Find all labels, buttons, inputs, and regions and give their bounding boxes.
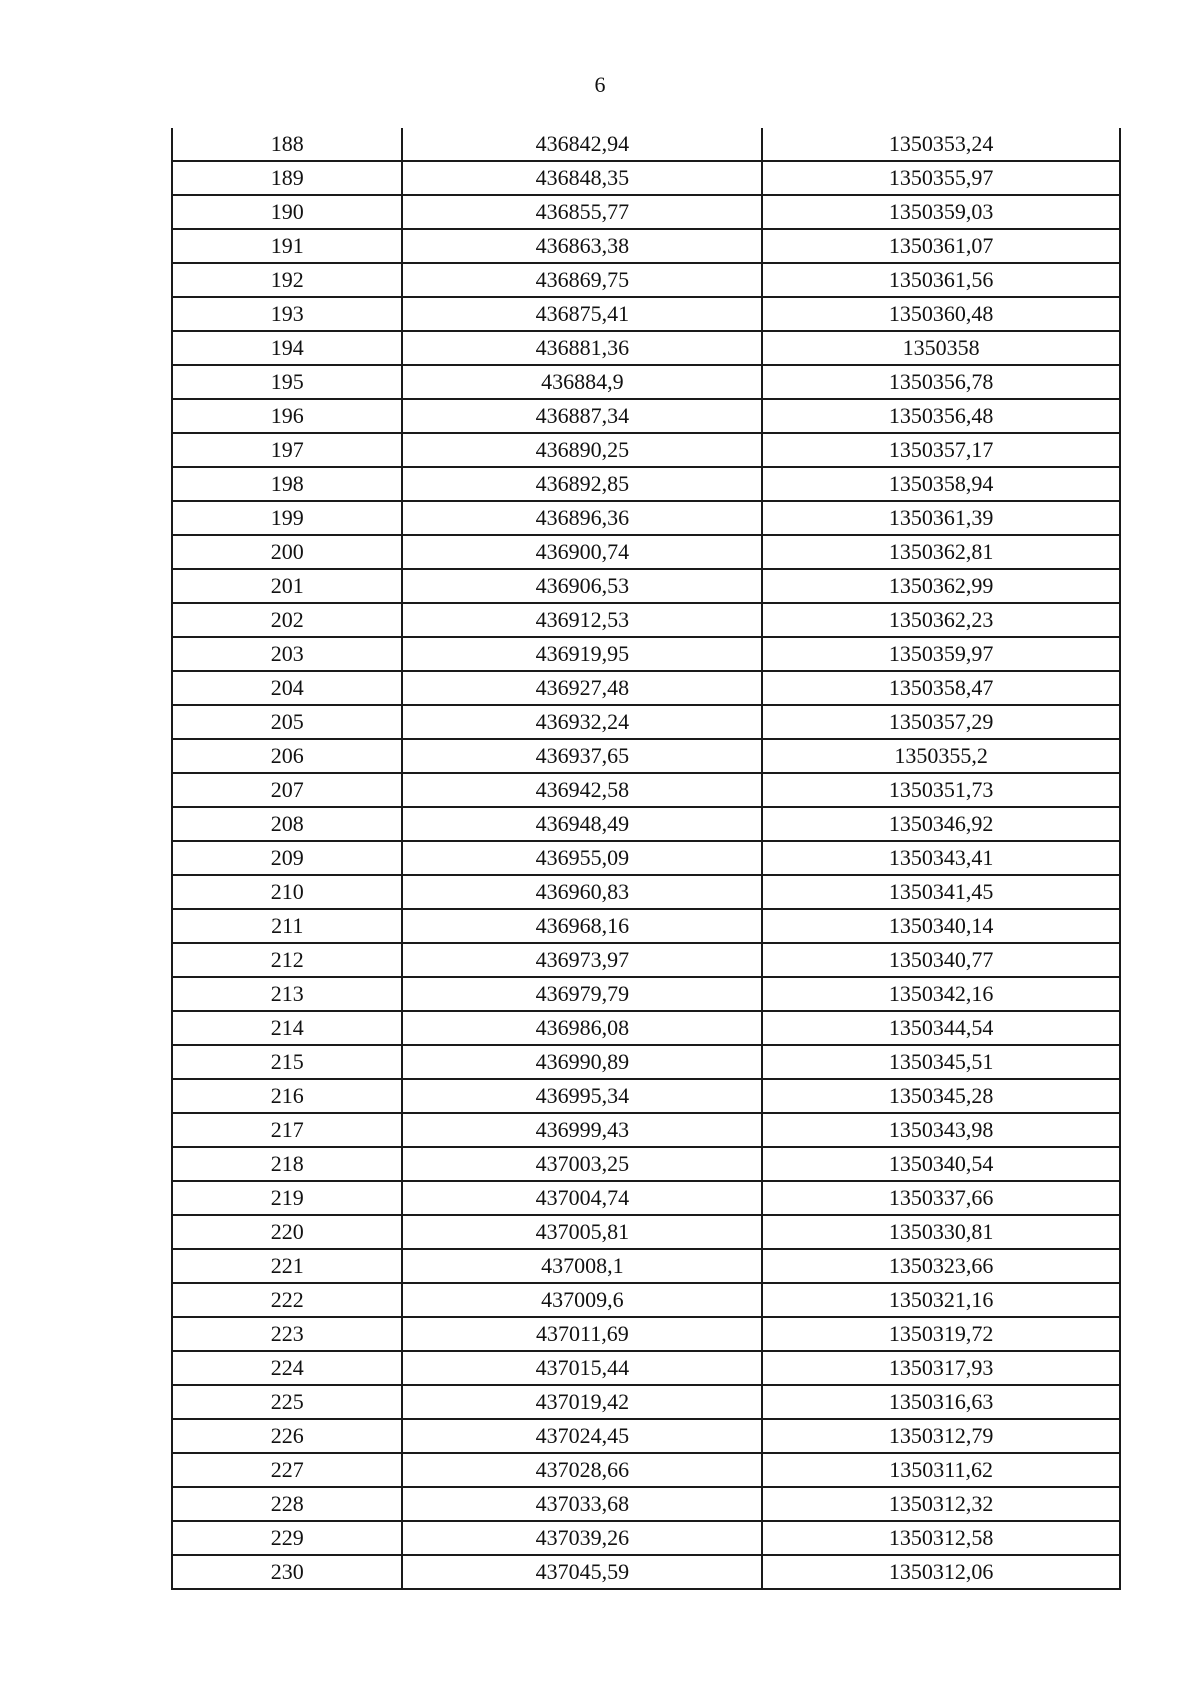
y-coordinate-cell: 1350341,45 — [762, 875, 1120, 909]
point-number-cell: 198 — [172, 467, 402, 501]
x-coordinate-cell: 436948,49 — [402, 807, 762, 841]
point-number-cell: 210 — [172, 875, 402, 909]
x-coordinate-cell: 436890,25 — [402, 433, 762, 467]
y-coordinate-cell: 1350340,54 — [762, 1147, 1120, 1181]
y-coordinate-cell: 1350362,99 — [762, 569, 1120, 603]
table-row — [172, 1385, 1120, 1419]
x-coordinate-cell: 436968,16 — [402, 909, 762, 943]
x-coordinate-cell: 437011,69 — [402, 1317, 762, 1351]
y-coordinate-cell: 1350342,16 — [762, 977, 1120, 1011]
table-row — [172, 331, 1120, 365]
y-coordinate-cell: 1350343,41 — [762, 841, 1120, 875]
point-number-cell: 196 — [172, 399, 402, 433]
point-number-cell: 221 — [172, 1249, 402, 1283]
y-coordinate-cell: 1350321,16 — [762, 1283, 1120, 1317]
point-number-cell: 199 — [172, 501, 402, 535]
x-coordinate-cell: 436887,34 — [402, 399, 762, 433]
y-coordinate-cell: 1350358,47 — [762, 671, 1120, 705]
x-coordinate-cell: 436892,85 — [402, 467, 762, 501]
y-coordinate-cell: 1350312,32 — [762, 1487, 1120, 1521]
point-number-cell: 200 — [172, 535, 402, 569]
table-row — [172, 705, 1120, 739]
point-number-cell: 215 — [172, 1045, 402, 1079]
point-number-cell: 192 — [172, 263, 402, 297]
table-row — [172, 773, 1120, 807]
y-coordinate-cell: 1350355,2 — [762, 739, 1120, 773]
x-coordinate-cell: 436842,94 — [402, 128, 762, 161]
y-coordinate-cell: 1350351,73 — [762, 773, 1120, 807]
table-row — [172, 1453, 1120, 1487]
x-coordinate-cell: 436875,41 — [402, 297, 762, 331]
y-coordinate-cell: 1350330,81 — [762, 1215, 1120, 1249]
table-row — [172, 1419, 1120, 1453]
y-coordinate-cell: 1350323,66 — [762, 1249, 1120, 1283]
x-coordinate-cell: 436884,9 — [402, 365, 762, 399]
x-coordinate-cell: 436986,08 — [402, 1011, 762, 1045]
point-number-cell: 197 — [172, 433, 402, 467]
point-number-cell: 219 — [172, 1181, 402, 1215]
table-row — [172, 161, 1120, 195]
y-coordinate-cell: 1350345,28 — [762, 1079, 1120, 1113]
table-row — [172, 1011, 1120, 1045]
point-number-cell: 227 — [172, 1453, 402, 1487]
table-row — [172, 263, 1120, 297]
coordinates-table — [171, 128, 1121, 1590]
point-number-cell: 191 — [172, 229, 402, 263]
point-number-cell: 208 — [172, 807, 402, 841]
x-coordinate-cell: 437009,6 — [402, 1283, 762, 1317]
y-coordinate-cell: 1350361,39 — [762, 501, 1120, 535]
x-coordinate-cell: 437015,44 — [402, 1351, 762, 1385]
point-number-cell: 220 — [172, 1215, 402, 1249]
table-row — [172, 569, 1120, 603]
point-number-cell: 213 — [172, 977, 402, 1011]
table-row — [172, 739, 1120, 773]
table-row — [172, 1555, 1120, 1589]
point-number-cell: 188 — [172, 128, 402, 161]
table-row — [172, 1351, 1120, 1385]
x-coordinate-cell: 436912,53 — [402, 603, 762, 637]
page-number: 6 — [594, 72, 606, 97]
y-coordinate-cell: 1350340,77 — [762, 943, 1120, 977]
x-coordinate-cell: 436973,97 — [402, 943, 762, 977]
coordinates-table-body — [172, 128, 1120, 1589]
x-coordinate-cell: 436979,79 — [402, 977, 762, 1011]
table-row — [172, 365, 1120, 399]
table-row — [172, 943, 1120, 977]
point-number-cell: 214 — [172, 1011, 402, 1045]
point-number-cell: 205 — [172, 705, 402, 739]
y-coordinate-cell: 1350358,94 — [762, 467, 1120, 501]
y-coordinate-cell: 1350317,93 — [762, 1351, 1120, 1385]
x-coordinate-cell: 436855,77 — [402, 195, 762, 229]
table-row — [172, 535, 1120, 569]
y-coordinate-cell: 1350361,07 — [762, 229, 1120, 263]
table-row — [172, 1487, 1120, 1521]
table-row — [172, 399, 1120, 433]
point-number-cell: 223 — [172, 1317, 402, 1351]
y-coordinate-cell: 1350337,66 — [762, 1181, 1120, 1215]
table-row — [172, 297, 1120, 331]
table-row — [172, 1147, 1120, 1181]
x-coordinate-cell: 437003,25 — [402, 1147, 762, 1181]
point-number-cell: 212 — [172, 943, 402, 977]
x-coordinate-cell: 436927,48 — [402, 671, 762, 705]
x-coordinate-cell: 436995,34 — [402, 1079, 762, 1113]
x-coordinate-cell: 437019,42 — [402, 1385, 762, 1419]
y-coordinate-cell: 1350358 — [762, 331, 1120, 365]
table-row — [172, 1317, 1120, 1351]
table-row — [172, 1113, 1120, 1147]
point-number-cell: 195 — [172, 365, 402, 399]
point-number-cell: 202 — [172, 603, 402, 637]
table-row — [172, 1215, 1120, 1249]
x-coordinate-cell: 437039,26 — [402, 1521, 762, 1555]
point-number-cell: 203 — [172, 637, 402, 671]
y-coordinate-cell: 1350344,54 — [762, 1011, 1120, 1045]
point-number-cell: 209 — [172, 841, 402, 875]
y-coordinate-cell: 1350340,14 — [762, 909, 1120, 943]
x-coordinate-cell: 436955,09 — [402, 841, 762, 875]
x-coordinate-cell: 437033,68 — [402, 1487, 762, 1521]
y-coordinate-cell: 1350312,06 — [762, 1555, 1120, 1589]
point-number-cell: 201 — [172, 569, 402, 603]
table-row — [172, 977, 1120, 1011]
point-number-cell: 190 — [172, 195, 402, 229]
point-number-cell: 228 — [172, 1487, 402, 1521]
table-row — [172, 229, 1120, 263]
x-coordinate-cell: 437028,66 — [402, 1453, 762, 1487]
table-row — [172, 603, 1120, 637]
table-row — [172, 433, 1120, 467]
y-coordinate-cell: 1350345,51 — [762, 1045, 1120, 1079]
table-row — [172, 501, 1120, 535]
table-row — [172, 1249, 1120, 1283]
x-coordinate-cell: 436848,35 — [402, 161, 762, 195]
point-number-cell: 194 — [172, 331, 402, 365]
y-coordinate-cell: 1350361,56 — [762, 263, 1120, 297]
table-row — [172, 1521, 1120, 1555]
y-coordinate-cell: 1350359,97 — [762, 637, 1120, 671]
point-number-cell: 207 — [172, 773, 402, 807]
y-coordinate-cell: 1350312,79 — [762, 1419, 1120, 1453]
x-coordinate-cell: 437004,74 — [402, 1181, 762, 1215]
y-coordinate-cell: 1350357,29 — [762, 705, 1120, 739]
table-row — [172, 1045, 1120, 1079]
point-number-cell: 226 — [172, 1419, 402, 1453]
point-number-cell: 230 — [172, 1555, 402, 1589]
x-coordinate-cell: 436906,53 — [402, 569, 762, 603]
point-number-cell: 204 — [172, 671, 402, 705]
x-coordinate-cell: 436900,74 — [402, 535, 762, 569]
y-coordinate-cell: 1350355,97 — [762, 161, 1120, 195]
table-row — [172, 195, 1120, 229]
y-coordinate-cell: 1350362,23 — [762, 603, 1120, 637]
point-number-cell: 216 — [172, 1079, 402, 1113]
point-number-cell: 206 — [172, 739, 402, 773]
y-coordinate-cell: 1350360,48 — [762, 297, 1120, 331]
x-coordinate-cell: 437045,59 — [402, 1555, 762, 1589]
point-number-cell: 229 — [172, 1521, 402, 1555]
x-coordinate-cell: 436999,43 — [402, 1113, 762, 1147]
table-row — [172, 467, 1120, 501]
point-number-cell: 189 — [172, 161, 402, 195]
table-row — [172, 841, 1120, 875]
y-coordinate-cell: 1350356,78 — [762, 365, 1120, 399]
y-coordinate-cell: 1350353,24 — [762, 128, 1120, 161]
x-coordinate-cell: 436863,38 — [402, 229, 762, 263]
x-coordinate-cell: 437024,45 — [402, 1419, 762, 1453]
y-coordinate-cell: 1350312,58 — [762, 1521, 1120, 1555]
table-row — [172, 807, 1120, 841]
table-row — [172, 1079, 1120, 1113]
y-coordinate-cell: 1350359,03 — [762, 195, 1120, 229]
x-coordinate-cell: 436869,75 — [402, 263, 762, 297]
y-coordinate-cell: 1350362,81 — [762, 535, 1120, 569]
point-number-cell: 218 — [172, 1147, 402, 1181]
y-coordinate-cell: 1350316,63 — [762, 1385, 1120, 1419]
point-number-cell: 225 — [172, 1385, 402, 1419]
table-row — [172, 128, 1120, 161]
table-row — [172, 875, 1120, 909]
y-coordinate-cell: 1350356,48 — [762, 399, 1120, 433]
table-row — [172, 1181, 1120, 1215]
y-coordinate-cell: 1350311,62 — [762, 1453, 1120, 1487]
x-coordinate-cell: 437008,1 — [402, 1249, 762, 1283]
x-coordinate-cell: 436896,36 — [402, 501, 762, 535]
x-coordinate-cell: 436919,95 — [402, 637, 762, 671]
y-coordinate-cell: 1350319,72 — [762, 1317, 1120, 1351]
x-coordinate-cell: 436932,24 — [402, 705, 762, 739]
table-row — [172, 909, 1120, 943]
x-coordinate-cell: 436990,89 — [402, 1045, 762, 1079]
x-coordinate-cell: 436881,36 — [402, 331, 762, 365]
table-row — [172, 637, 1120, 671]
point-number-cell: 224 — [172, 1351, 402, 1385]
point-number-cell: 222 — [172, 1283, 402, 1317]
y-coordinate-cell: 1350346,92 — [762, 807, 1120, 841]
table-row — [172, 1283, 1120, 1317]
point-number-cell: 217 — [172, 1113, 402, 1147]
table-row — [172, 671, 1120, 705]
y-coordinate-cell: 1350357,17 — [762, 433, 1120, 467]
x-coordinate-cell: 437005,81 — [402, 1215, 762, 1249]
point-number-cell: 211 — [172, 909, 402, 943]
x-coordinate-cell: 436942,58 — [402, 773, 762, 807]
x-coordinate-cell: 436960,83 — [402, 875, 762, 909]
x-coordinate-cell: 436937,65 — [402, 739, 762, 773]
y-coordinate-cell: 1350343,98 — [762, 1113, 1120, 1147]
point-number-cell: 193 — [172, 297, 402, 331]
